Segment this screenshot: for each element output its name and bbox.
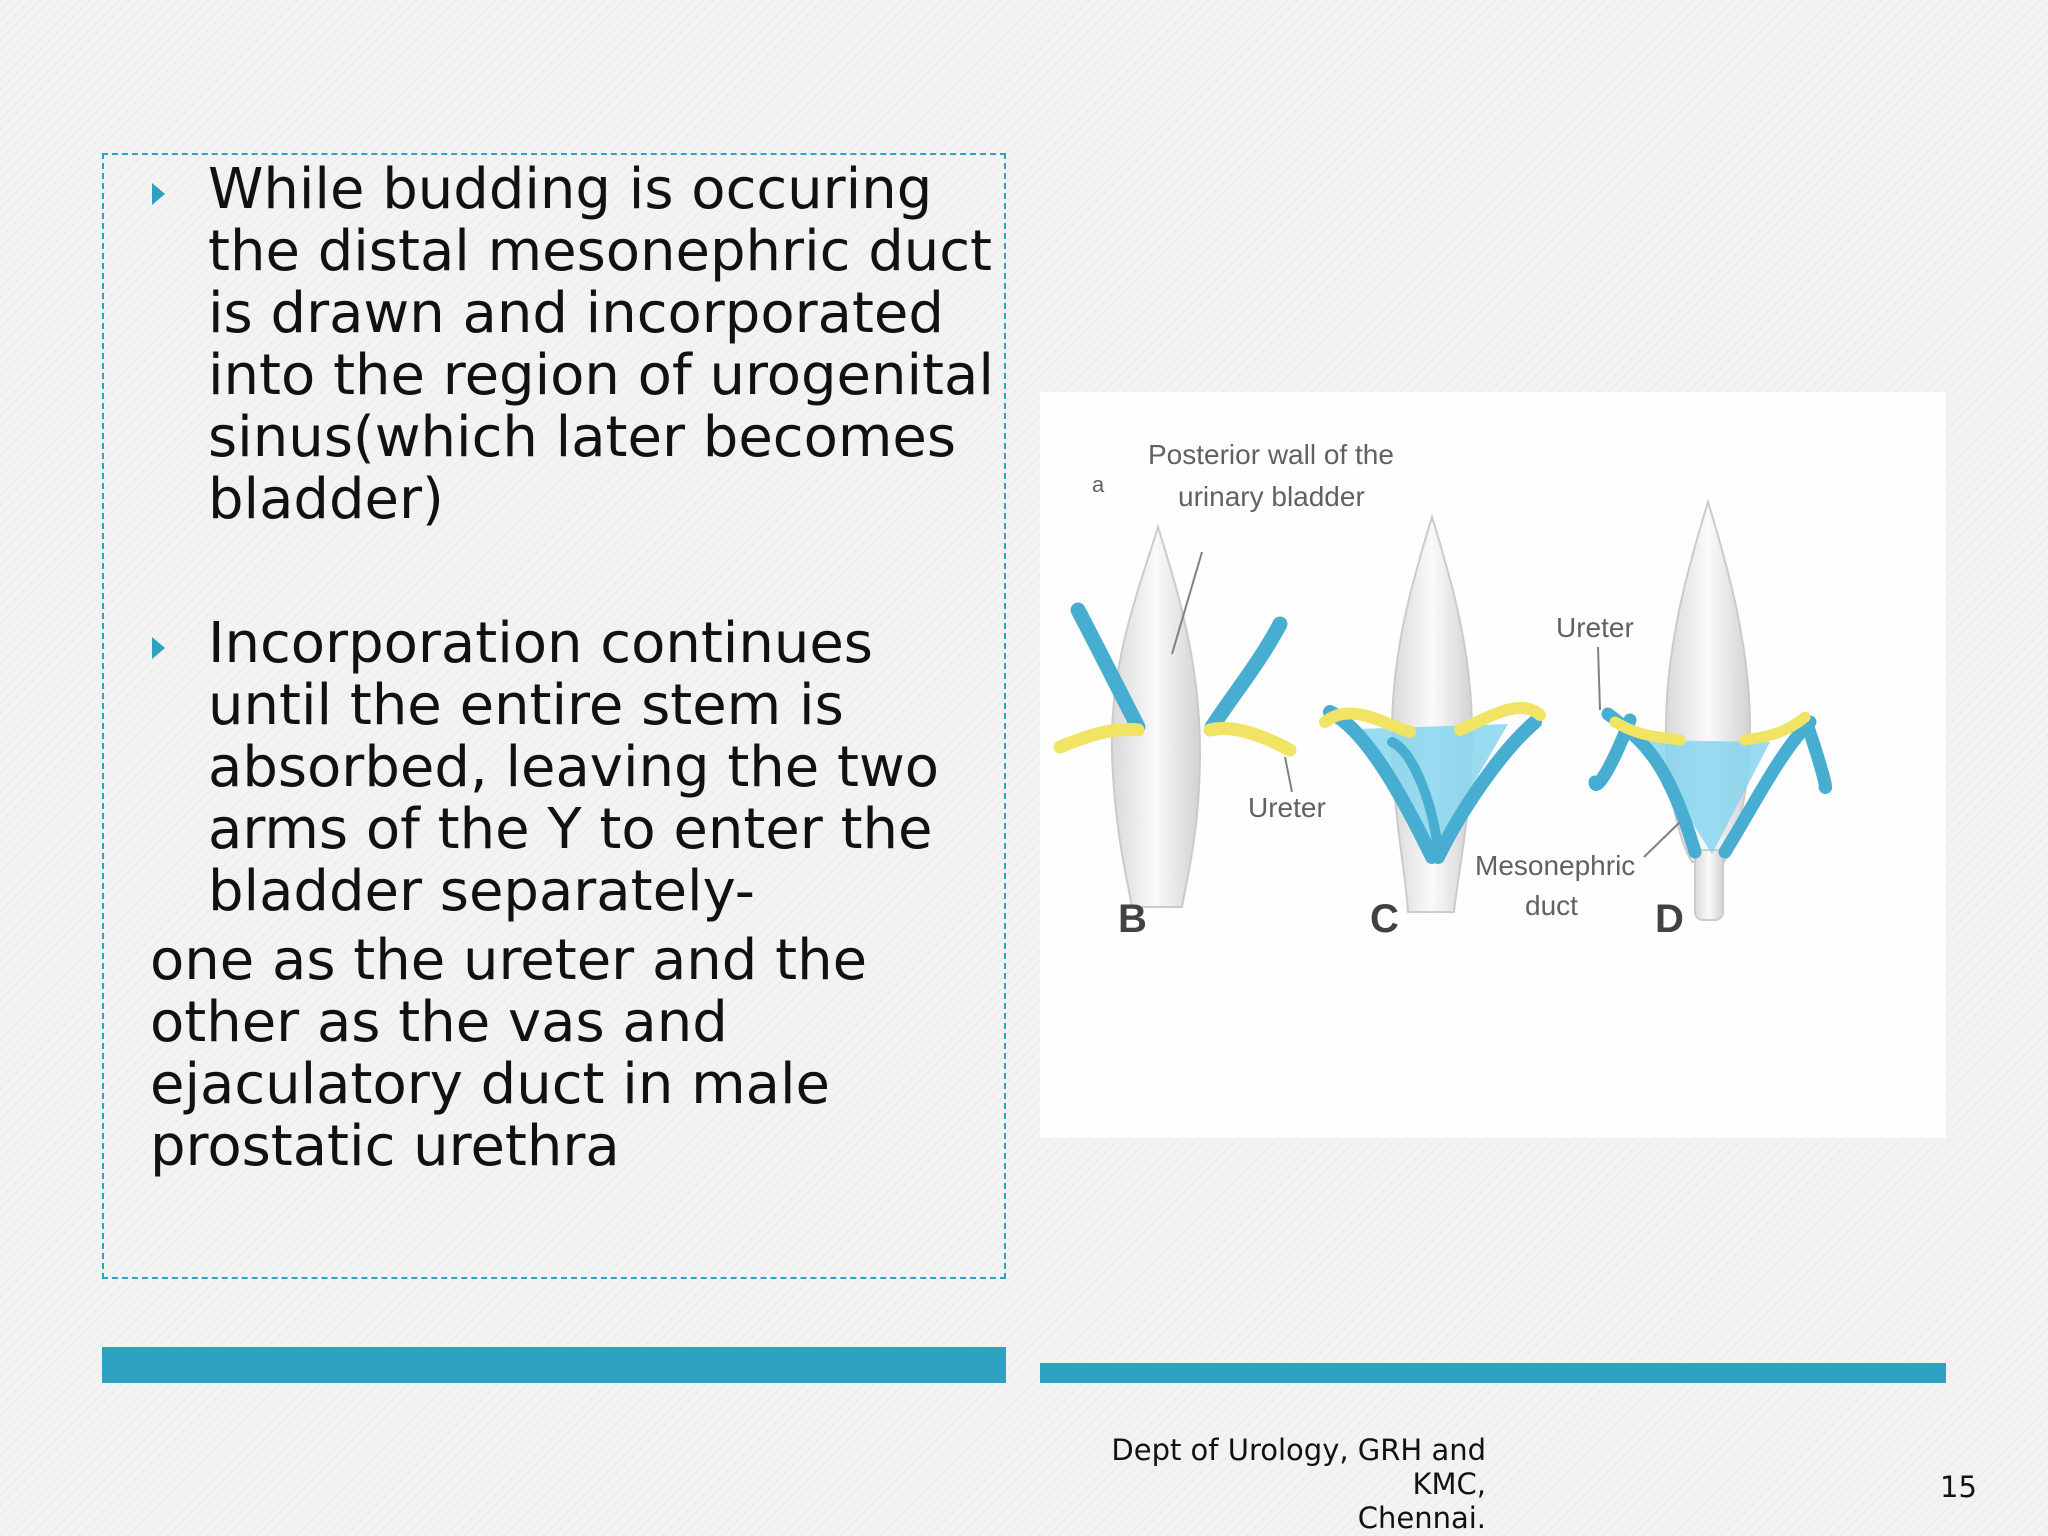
page-number: 15 [1940, 1470, 1977, 1504]
bullet-arrow-icon [152, 183, 165, 205]
mesonephric-duct [1210, 728, 1290, 750]
label-duct: duct [1525, 890, 1578, 921]
bullet-item [152, 613, 1008, 923]
bladder-development-diagram [1040, 392, 1946, 1138]
label-posterior-wall: Posterior wall of the [1148, 439, 1394, 470]
label-ureter-d: Ureter [1556, 612, 1634, 643]
footer-line-1: Dept of Urology, GRH and KMC, [1111, 1433, 1486, 1501]
label-ureter-b: Ureter [1248, 792, 1326, 823]
panel-label-d: D [1655, 897, 1684, 941]
content-text-box [102, 153, 1006, 1279]
label-mesonephric: Mesonephric [1475, 850, 1636, 881]
footer-line-2: Chennai. [1357, 1501, 1486, 1535]
bullet-text: While budding is occuring the distal mesonephric duct is drawn and incorporated into the region of urogenital sinus(which later becomes bladder) [208, 157, 994, 532]
ureter-duct [1212, 624, 1280, 727]
footer-department [1040, 1433, 1486, 1535]
panel-label-c: C [1370, 897, 1399, 941]
figure-marker: a [1092, 472, 1105, 497]
continuation-text: one as the ureter and the other as the vas and ejaculatory duct in male prostatic urethra [150, 928, 868, 1179]
accent-bar-right [1040, 1363, 1946, 1383]
bullet-item [152, 159, 1008, 531]
bullet-text: Incorporation continues until the entire stem is absorbed, leaving the two arms of the Y to enter the bladder separately- [208, 611, 940, 924]
accent-bar-left [102, 1347, 1006, 1383]
panel-b-bladder [1060, 527, 1292, 907]
panel-label-b: B [1118, 897, 1147, 941]
label-urinary-bladder: urinary bladder [1178, 481, 1365, 512]
bullet-arrow-icon [152, 637, 165, 659]
